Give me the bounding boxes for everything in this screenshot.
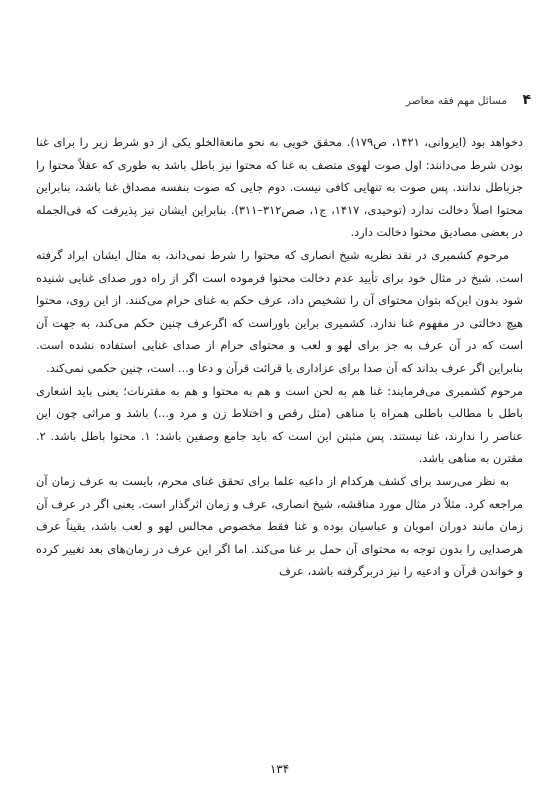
paragraph: دخواهد بود (ایروانی، ۱۴۲۱، ص۱۷۹). محقق خویی به نحو مانعةالخلو یکی از دو شرط زیر را برای غنا بودن شرط می‌دانند: اول صوت لهوی متصف به غنا که محتوا نیز باطل باشد به طوری که عقلاً محتوا را جزباطل ندانند. پس صوت به تنهایی کافی نیست. دوم جایی که صوت بنفسه مصداق غنا باشد، بنابراین محتوا اصلاً دخالت ندارد (توحیدی، ۱۴۱۷، ج۱، صص۳۱۲–۳۱۱). بنابراین ایشان نیز پذیرفت که فی‌الجمله در بعضی مصادیق محتوا دخالت دارد. — [36, 135, 523, 240]
running-title: مسائل مهم فقه معاصر — [405, 95, 507, 107]
header-page-mark: ۴ — [522, 92, 531, 108]
page-header — [40, 92, 531, 116]
paragraph: به نظر می‌رسد برای کشف هرکدام از داعیه علما برای تحقق غنای محرم، بایست به عرف زمان آن مراجعه کرد. مثلاً در مثال مورد مناقشه، شیخ انصاری، عرف و زمان اثرگذار است. یعنی اگر در عرف آن زمان مانند دوران امویان و عباسیان بوده و غنا فقط مخصوص مجالس لهو و لعب باشد، یقیناً عرف هرصدایی را بدون توجه به محتوای آن حمل بر غنا می‌کند. اما اگر این عرف در زمان‌های بعد تغییر کرده و خواندن قرآن و ادعیه را نیز دربرگرفته باشد، عرف — [36, 473, 523, 579]
paragraph: مرحوم کشمیری در نقد نظریه شیخ انصاری که محتوا را شرط نمی‌داند، به مثال ایشان ایراد گرفته است. شیخ در مثال خود برای تأیید عدم دخالت محتوا فرموده است اگر از راه دور صدای غنایی شنیده شود بدون این‌که بتوان محتوای آن را تشخیص داد، عرف حکم به غنای حرام می‌کنند. از این روی، محتوا هیچ دخالتی در مفهوم غنا ندارد. کشمیری براین باوراست که اگرعرف چنین حکم می‌کند، به جهت آن است که در آن عرف به جز برای لهو و لعب و محتوای حرام از صدای غنایی استفاده نشده است. بنابراین اگر عرف بداند که آن صدا برای عزاداری یا قرائت قرآن و دعا و... است، چنین حکمی نمی‌کند. — [36, 247, 523, 375]
body-text — [36, 131, 523, 583]
page-number: ۱۳۴ — [269, 762, 290, 776]
paragraph: مرحوم کشمیری می‌فرمایند: غنا هم به لحن است و هم به محتوا و هم به مقترنات؛ یعنی باید اشعاری باطل با مطالب باطلی همراه با مناهی (مثل رقص و اختلاط زن و مرد و...) باشد و مراثی چون این عناصر را ندارند، غنا نیستند. پس مثبتن این است که باید جامع وصفین باشد: ۱. محتوا باطل باشد. ۲. مقترن به مناهی باشد. — [36, 383, 523, 466]
